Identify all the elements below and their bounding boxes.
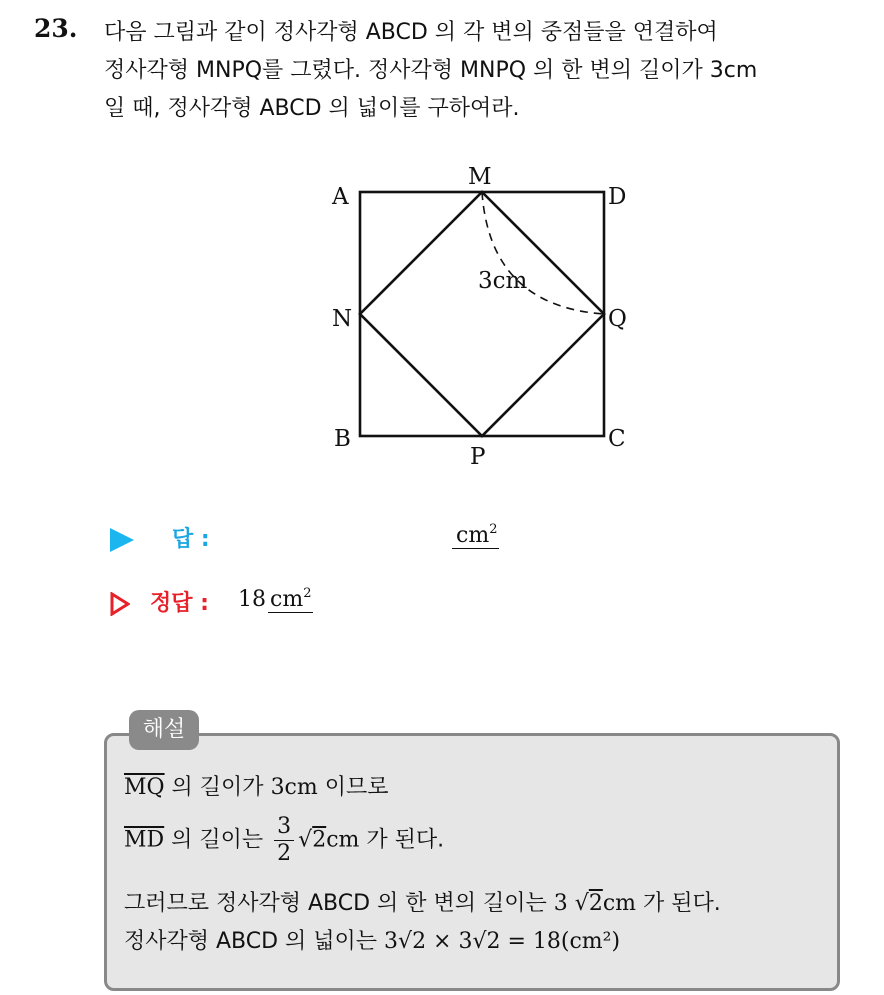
- question-line-3: 일 때, 정사각형 ABCD 의 넓이를 구하여라.: [104, 96, 520, 121]
- explanation-tag: 해설: [129, 710, 199, 750]
- solution-value-wrap: [238, 586, 313, 612]
- explanation-line-2-unit: cm: [326, 827, 360, 853]
- fraction-num: 3: [274, 814, 294, 841]
- solution-marker-icon: [110, 592, 130, 616]
- sqrt-arg-b: 2: [588, 891, 603, 916]
- label-b: B: [334, 426, 351, 452]
- answer-unit-blank[interactable]: [452, 522, 499, 549]
- explanation-line-4: [124, 924, 620, 955]
- sqrt-symbol: √: [298, 827, 313, 853]
- explanation-line-2-text: 의 길이는: [164, 827, 271, 853]
- label-q: Q: [608, 306, 627, 332]
- explanation-line-1: [124, 770, 389, 801]
- explanation-line-3-text: 그러므로 정사각형 ABCD 의 한 변의 길이는: [124, 891, 554, 916]
- question-line-2: 정사각형 MNPQ를 그렸다. 정사각형 MNPQ 의 한 변의 길이가 3cm: [104, 58, 758, 83]
- solution-unit-wrap: [268, 587, 313, 613]
- explanation-line-1-text: 의 길이가: [164, 775, 271, 800]
- solution-unit-exp: 2: [303, 586, 312, 601]
- answer-label: 답 :: [172, 527, 210, 552]
- explanation-line-4-expr: 3√2 × 3√2 = 18(cm²): [384, 929, 621, 954]
- fraction-3-2: [274, 814, 294, 867]
- sqrt-symbol-b: √: [574, 891, 589, 916]
- explanation-line-3-unit: cm: [602, 891, 637, 916]
- fraction-den: 2: [277, 841, 292, 866]
- explanation-line-4-text: 정사각형 ABCD 의 넓이는: [124, 929, 385, 954]
- explanation-line-3-tail: 가 된다.: [636, 891, 721, 916]
- question-number: 23.: [34, 14, 78, 43]
- explanation-line-3: [124, 886, 721, 917]
- square-mnpq: [360, 192, 604, 436]
- explanation-line-2: [124, 814, 444, 867]
- answer-marker-icon: [110, 528, 134, 552]
- label-a: A: [332, 184, 349, 210]
- label-3cm: 3cm: [478, 268, 528, 294]
- solution-value: 18: [238, 587, 266, 612]
- sqrt-2-b: [575, 891, 603, 916]
- solution-label: 정답 :: [150, 591, 209, 616]
- segment-md: $\overline{MD}$: [124, 827, 165, 853]
- answer-unit: cm: [456, 523, 490, 548]
- geometry-figure: [320, 160, 640, 480]
- explanation-line-2-tail: 가 된다.: [359, 827, 445, 853]
- explanation-line-1-tail: 이므로: [317, 775, 389, 800]
- label-m: M: [468, 164, 492, 190]
- answer-unit-exp: 2: [489, 522, 498, 537]
- label-n: N: [332, 306, 353, 332]
- label-c: C: [608, 426, 626, 452]
- sqrt-2: [298, 828, 326, 853]
- question-text: [104, 14, 874, 128]
- explanation-line-1-value: 3cm: [270, 775, 318, 800]
- label-p: P: [470, 444, 486, 470]
- segment-mq: $\overline{MQ}$: [124, 775, 165, 800]
- label-d: D: [608, 184, 627, 210]
- sqrt-arg: 2: [312, 827, 327, 853]
- explanation-line-3-coef: 3: [553, 891, 568, 916]
- question-line-1: 다음 그림과 같이 정사각형 ABCD 의 각 변의 중점들을 연결하여: [104, 20, 718, 45]
- square-abcd: [360, 192, 604, 436]
- solution-unit: cm: [270, 587, 304, 612]
